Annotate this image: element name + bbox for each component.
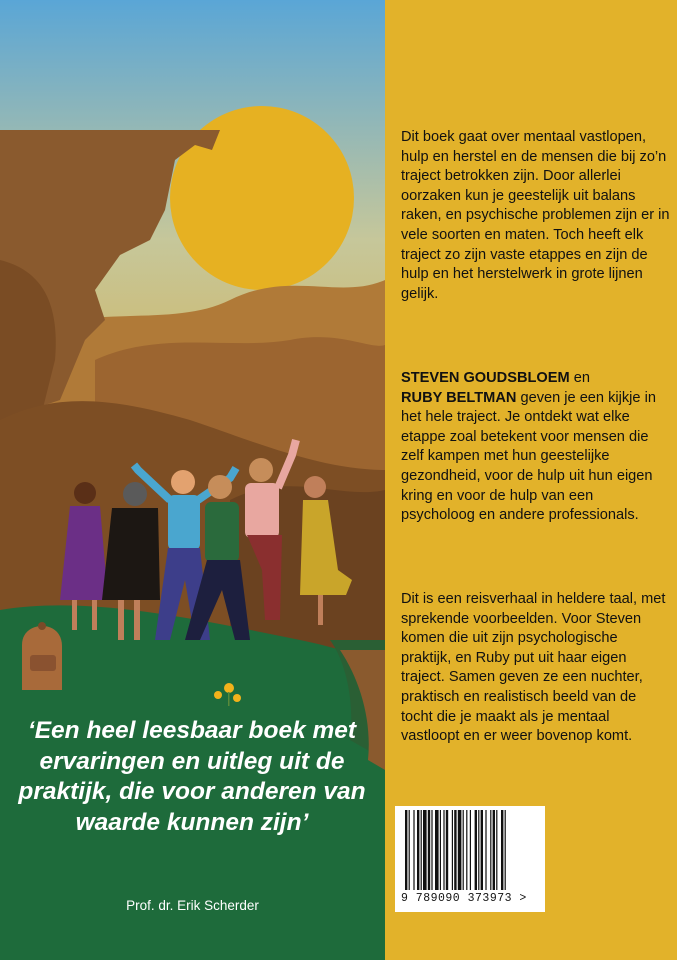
barcode-bar bbox=[423, 810, 427, 890]
barcode-bar bbox=[470, 810, 471, 890]
barcode-bar bbox=[481, 810, 483, 890]
barcode-bar bbox=[490, 810, 491, 890]
barcode-bar bbox=[446, 810, 448, 890]
barcode-bar bbox=[475, 810, 477, 890]
isbn-number: 9 789090 373973 > bbox=[401, 892, 527, 905]
description-paragraph-3: Dit is een reisverhaal in heldere taal, met sprekende voorbeelden. Voor Steven komen die uit zijn psychologische praktijk, en Ruby put uit haar eigen traject. Samen geven ze een nuchter, praktisch en realistisch beeld van de tocht die je maakt als je mentaal vastloopt en er weer bovenop komt. bbox=[401, 591, 666, 745]
quote-author: Prof. dr. Erik Scherder bbox=[126, 898, 259, 913]
author-name-2: RUBY BELTMAN bbox=[401, 389, 517, 406]
barcode-bar bbox=[405, 810, 407, 890]
barcode-bar bbox=[440, 810, 441, 890]
backpack-icon bbox=[22, 622, 62, 690]
barcode-bar bbox=[431, 810, 432, 890]
barcode-bar bbox=[452, 810, 453, 890]
barcode-bar bbox=[428, 810, 430, 890]
barcode-bars bbox=[403, 810, 537, 892]
barcode-bar bbox=[496, 810, 497, 890]
barcode-bar bbox=[454, 810, 456, 890]
barcode-bar bbox=[505, 810, 506, 890]
barcode-bar bbox=[421, 810, 422, 890]
isbn-barcode bbox=[395, 806, 545, 912]
barcode-bar bbox=[493, 810, 495, 890]
barcode-bar bbox=[485, 810, 486, 890]
barcode-bar bbox=[443, 810, 444, 890]
description-paragraph-2 bbox=[401, 369, 671, 526]
barcode-bar bbox=[417, 810, 419, 890]
barcode-bar bbox=[466, 810, 467, 890]
barcode-bar bbox=[501, 810, 503, 890]
barcode-bar bbox=[458, 810, 462, 890]
barcode-bar bbox=[413, 810, 414, 890]
description-paragraph-2-text: geven je een kijkje in het hele traject. Je ontdekt wat elke etappe zoal betekent voor mensen die zelf kampen met hun geestelijke gezondheid, voor de hulp uit hun eigen kring en voor de hulp van een psycholoog en andere professionals. bbox=[401, 389, 656, 524]
barcode-bar bbox=[409, 810, 410, 890]
description-paragraph-1: Dit boek gaat over mentaal vastlopen, hulp en herstel en de mensen die bij zo’n traject betrokken zijn. Door allerlei oorzaken kun je geestelijk uit balans raken, en psychische problemen zijn er in vele soorten en maten. Toch heeft elk traject zo zijn vaste etappes en zijn de hulp en het herstelwerk in grote lijnen gelijk. bbox=[401, 129, 670, 302]
author-name-1: STEVEN GOUDSBLOEM bbox=[401, 370, 570, 386]
barcode-bar bbox=[435, 810, 439, 890]
barcode-bar bbox=[463, 810, 464, 890]
barcode-bar bbox=[478, 810, 479, 890]
author-conjunction: en bbox=[569, 370, 590, 386]
review-quote: ‘Een heel leesbaar boek met ervaringen en uitleg uit de praktijk, die voor anderen van waarde kunnen zijn’ bbox=[18, 717, 366, 836]
